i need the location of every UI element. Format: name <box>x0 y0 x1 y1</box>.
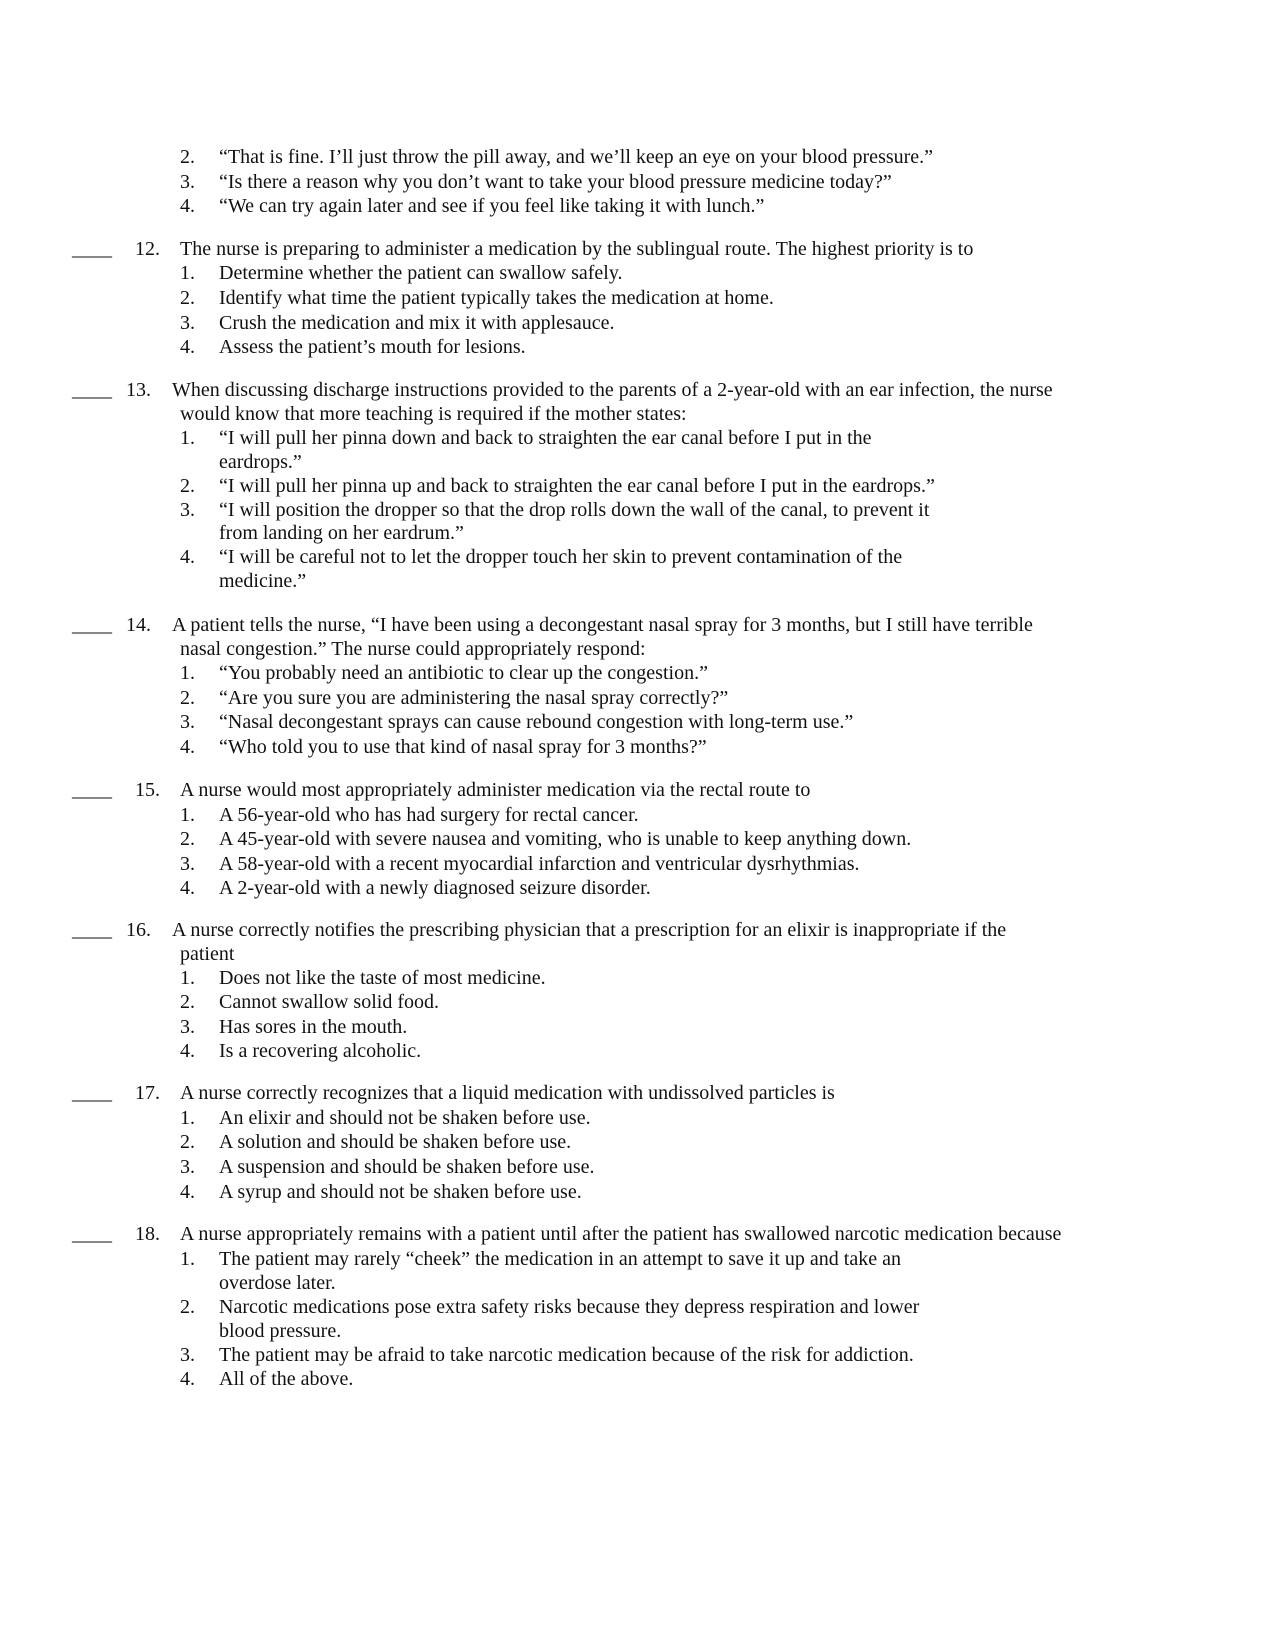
option-number: 3. <box>180 171 195 193</box>
option-text: Cannot swallow solid food. <box>219 991 439 1013</box>
option-text: “Are you sure you are administering the nasal spray correctly?” <box>219 687 729 709</box>
option-text: A 58-year-old with a recent myocardial infarction and ventricular dysrhythmias. <box>219 853 860 875</box>
answer-blank[interactable]: ____ <box>72 379 112 401</box>
option-text: Has sores in the mouth. <box>219 1016 408 1038</box>
question-stem: A nurse appropriately remains with a patient until after the patient has swallowed narcotic medication because <box>180 1223 1062 1245</box>
option-number: 3. <box>180 312 195 334</box>
option-text: Identify what time the patient typically takes the medication at home. <box>219 287 774 309</box>
option-number: 3. <box>180 1016 195 1038</box>
option-number: 4. <box>180 336 195 358</box>
option-number: 3. <box>180 499 195 521</box>
option-number: 4. <box>180 195 195 217</box>
question-stem: When discussing discharge instructions provided to the parents of a 2-year-old with an ear infection, the nurse <box>172 379 1053 401</box>
option-text: “We can try again later and see if you feel like taking it with lunch.” <box>219 195 765 217</box>
option-text: A suspension and should be shaken before use. <box>219 1156 595 1178</box>
option-number: 4. <box>180 1181 195 1203</box>
answer-blank[interactable]: ____ <box>72 238 112 260</box>
option-text: medicine.” <box>219 570 307 592</box>
option-number: 3. <box>180 1156 195 1178</box>
question-stem: A nurse correctly notifies the prescribing physician that a prescription for an elixir is inappropriate if the <box>172 919 1007 941</box>
option-number: 2. <box>180 475 195 497</box>
option-text: Narcotic medications pose extra safety risks because they depress respiration and lower <box>219 1296 920 1318</box>
question-stem: A nurse would most appropriately administer medication via the rectal route to <box>180 779 811 801</box>
option-number: 2. <box>180 828 195 850</box>
option-text: A 2-year-old with a newly diagnosed seizure disorder. <box>219 877 651 899</box>
answer-blank[interactable]: ____ <box>72 614 112 636</box>
option-number: 2. <box>180 1296 195 1318</box>
question-stem: would know that more teaching is required if the mother states: <box>180 403 687 425</box>
question-number: 12. <box>135 238 160 260</box>
option-text: Determine whether the patient can swallow safely. <box>219 262 623 284</box>
option-number: 2. <box>180 991 195 1013</box>
option-text: Does not like the taste of most medicine. <box>219 967 546 989</box>
option-number: 1. <box>180 427 195 449</box>
option-number: 1. <box>180 1107 195 1129</box>
option-number: 4. <box>180 1040 195 1062</box>
option-text: “Nasal decongestant sprays can cause rebound congestion with long-term use.” <box>219 711 854 733</box>
question-stem: The nurse is preparing to administer a medication by the sublingual route. The highest priority is to <box>180 238 974 260</box>
option-number: 2. <box>180 1131 195 1153</box>
option-number: 3. <box>180 853 195 875</box>
question-number: 18. <box>135 1223 160 1245</box>
question-number: 14. <box>126 614 151 636</box>
option-text: A solution and should be shaken before use. <box>219 1131 572 1153</box>
question-stem: patient <box>180 943 235 965</box>
option-text: The patient may rarely “cheek” the medication in an attempt to save it up and take an <box>219 1248 901 1270</box>
option-text: eardrops.” <box>219 451 302 473</box>
option-text: “Who told you to use that kind of nasal spray for 3 months?” <box>219 736 707 758</box>
option-text: Crush the medication and mix it with applesauce. <box>219 312 615 334</box>
option-text: “That is fine. I’ll just throw the pill away, and we’ll keep an eye on your blood pressure.” <box>219 146 934 168</box>
option-text: Is a recovering alcoholic. <box>219 1040 422 1062</box>
option-text: “You probably need an antibiotic to clear up the congestion.” <box>219 662 708 684</box>
option-number: 2. <box>180 687 195 709</box>
option-text: “I will position the dropper so that the drop rolls down the wall of the canal, to prevent it <box>219 499 930 521</box>
option-number: 4. <box>180 877 195 899</box>
option-number: 1. <box>180 662 195 684</box>
option-text: blood pressure. <box>219 1320 342 1342</box>
option-number: 1. <box>180 1248 195 1270</box>
option-text: Assess the patient’s mouth for lesions. <box>219 336 526 358</box>
option-text: “I will be careful not to let the dropper touch her skin to prevent contamination of the <box>219 546 903 568</box>
option-number: 4. <box>180 546 195 568</box>
option-number: 3. <box>180 1344 195 1366</box>
option-number: 2. <box>180 146 195 168</box>
question-number: 15. <box>135 779 160 801</box>
question-number: 13. <box>126 379 151 401</box>
question-stem: A patient tells the nurse, “I have been using a decongestant nasal spray for 3 months, but I still have terrible <box>172 614 1033 636</box>
answer-blank[interactable]: ____ <box>72 1223 112 1245</box>
question-stem: A nurse correctly recognizes that a liquid medication with undissolved particles is <box>180 1082 835 1104</box>
answer-blank[interactable]: ____ <box>72 779 112 801</box>
option-number: 2. <box>180 287 195 309</box>
option-number: 1. <box>180 262 195 284</box>
question-number: 16. <box>126 919 151 941</box>
answer-blank[interactable]: ____ <box>72 1082 112 1104</box>
answer-blank[interactable]: ____ <box>72 919 112 941</box>
option-text: A 45-year-old with severe nausea and vomiting, who is unable to keep anything down. <box>219 828 912 850</box>
question-stem: nasal congestion.” The nurse could appropriately respond: <box>180 638 646 660</box>
option-text: A syrup and should not be shaken before use. <box>219 1181 582 1203</box>
question-number: 17. <box>135 1082 160 1104</box>
option-text: An elixir and should not be shaken before use. <box>219 1107 591 1129</box>
option-text: All of the above. <box>219 1368 354 1390</box>
option-number: 3. <box>180 711 195 733</box>
option-text: from landing on her eardrum.” <box>219 522 464 544</box>
option-number: 4. <box>180 736 195 758</box>
option-number: 1. <box>180 967 195 989</box>
option-text: The patient may be afraid to take narcotic medication because of the risk for addiction. <box>219 1344 914 1366</box>
option-text: overdose later. <box>219 1272 336 1294</box>
option-text: A 56-year-old who has had surgery for rectal cancer. <box>219 804 639 826</box>
option-number: 1. <box>180 804 195 826</box>
option-text: “I will pull her pinna down and back to straighten the ear canal before I put in the <box>219 427 872 449</box>
option-text: “Is there a reason why you don’t want to take your blood pressure medicine today?” <box>219 171 892 193</box>
option-text: “I will pull her pinna up and back to straighten the ear canal before I put in the eardrops.” <box>219 475 935 497</box>
option-number: 4. <box>180 1368 195 1390</box>
